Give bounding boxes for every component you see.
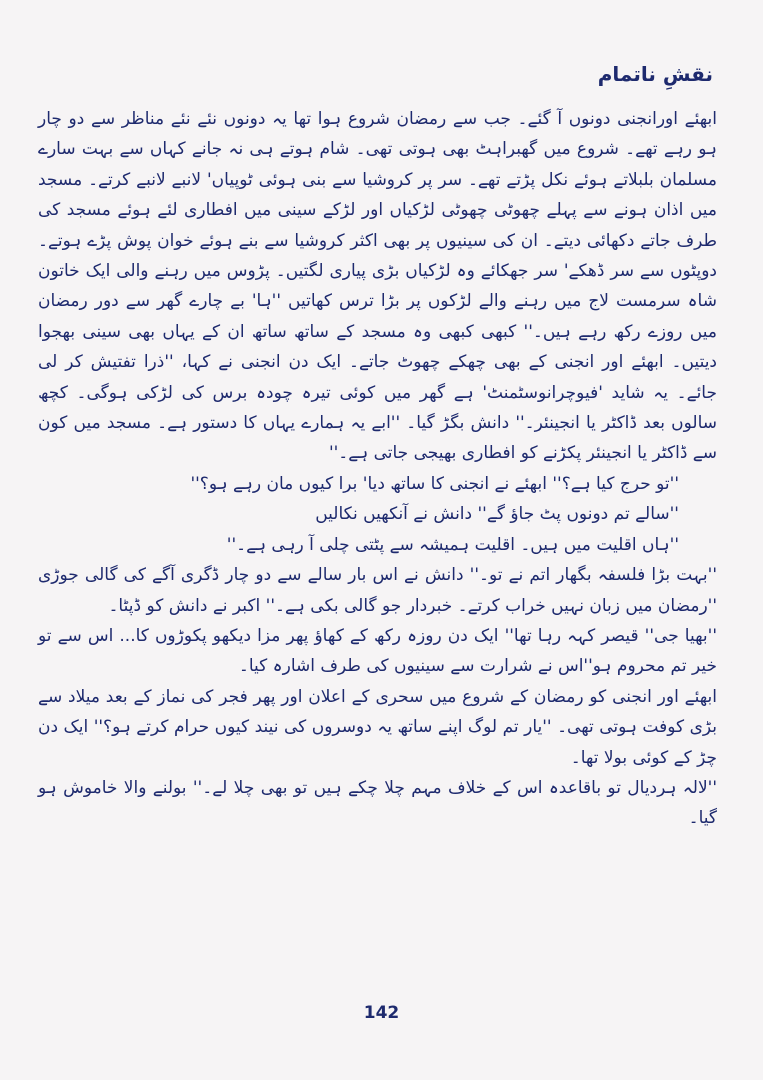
body-text — [38, 104, 717, 834]
paragraph: ''تو حرج کیا ہے؟'' ابھئے نے انجنی کا ساتھ دیا' برا کیوں مان رہے ہو؟'' — [190, 473, 679, 494]
paragraph: ''لالہ ہردیال تو باقاعدہ اس کے خلاف مہم چلا چکے ہیں تو بھی چلا لے۔'' بولنے والا خاموش ہو گیا۔ — [38, 777, 717, 829]
paragraph: ''بھیا جی'' قیصر کہہ رہا تھا'' ایک دن روزہ رکھ کے کھاؤ پھر مزا دیکھو پکوڑوں کا... اس سے تو خیر تم محروم ہو''اس نے شرارت سے سینیوں کی طرف اشارہ کیا۔ — [38, 625, 717, 677]
paragraph: ''بہت بڑا فلسفہ بگھار اتم نے تو۔'' دانش نے اس بار سالے سے دو چار ڈگری آگے کی گالی جوڑی ''رمضان میں زبان نہیں خراب کرتے۔ خبردار جو گالی بکی ہے۔'' اکبر نے دانش کو ڈپٹا۔ — [38, 565, 717, 616]
running-header-title: نقشِ ناتمام — [597, 62, 713, 86]
paragraph: ''سالے تم دونوں پٹ جاؤ گے'' دانش نے آنکھیں نکالیں — [315, 504, 679, 525]
page-number: 142 — [363, 1003, 400, 1023]
paragraph: ابھئے اورانجنی دونوں آ گئے۔ جب سے رمضان شروع ہوا تھا یہ دونوں نئے نئے مناظر سے دو چار ہو رہے تھے۔ شروع میں گھبراہٹ بھی ہوتی تھی۔ شام ہوتے ہی نہ جانے کہاں سے بہت سارے مسلمان بلبلاتے ہوئے نکل پڑتے تھے۔ سر پر کروشیا سے بنی ہوئی ٹوپیاں' لانبے لانبے کرتے۔ مسجد میں اذان ہونے سے پہلے چھوٹی چھوٹی لڑکیاں اور لڑکے سینی میں افطاری لئے ہوئے مسجد کی طرف جاتے دکھائی دیتے۔ ان کی سینیوں پر بھی اکثر کروشیا سے بنے ہوئے خوان پوش پڑے ہوتے۔ دوپٹوں سے سر ڈھکے' سر جھکائے وہ لڑکیاں بڑی پیاری لگتیں۔ پڑوس میں رہنے والی ایک خاتون شاہ سرمست لاج میں رہنے والے لڑکوں پر بڑا ترس کھاتیں ''ہا' بے چارے گھر سے دور رمضان میں روزے رکھ رہے ہیں۔'' کبھی کبھی وہ مسجد کے ساتھ ساتھ ان کے یہاں بھی سینی بھجوا دیتیں۔ ابھئے اور انجنی کے بھی چھکے چھوٹ جاتے۔ ایک دن انجنی نے کہا، ''ذرا تفتیش کر لی جائے۔ یہ شاید 'فیوچرانوسٹمنٹ' ہے گھر میں کوئی تیرہ چودہ برس کی لڑکی ہوگی۔ کچھ سالوں بعد ڈاکٹر یا انجینئر۔'' دانش بگڑ گیا۔ ''ابے یہ ہمارے یہاں کا دستور ہے۔ مسجد میں کون سے ڈاکٹر یا انجینئر پکڑنے کو افطاری بھیجی جاتی ہے۔'' — [38, 109, 717, 464]
paragraph: ''ہاں اقلیت میں ہیں۔ اقلیت ہمیشہ سے پٹتی چلی آ رہی ہے۔'' — [226, 534, 679, 555]
paragraph: ابھئے اور انجنی کو رمضان کے شروع میں سحری کے اعلان اور پھر فجر کی نماز کے بعد میلاد سے بڑی کوفت ہوتی تھی۔ ''یار تم لوگ اپنے ساتھ یہ دوسروں کی نیند کیوں حرام کرتے ہو؟'' ایک دن چڑ کے کوئی بولا تھا۔ — [38, 686, 717, 768]
